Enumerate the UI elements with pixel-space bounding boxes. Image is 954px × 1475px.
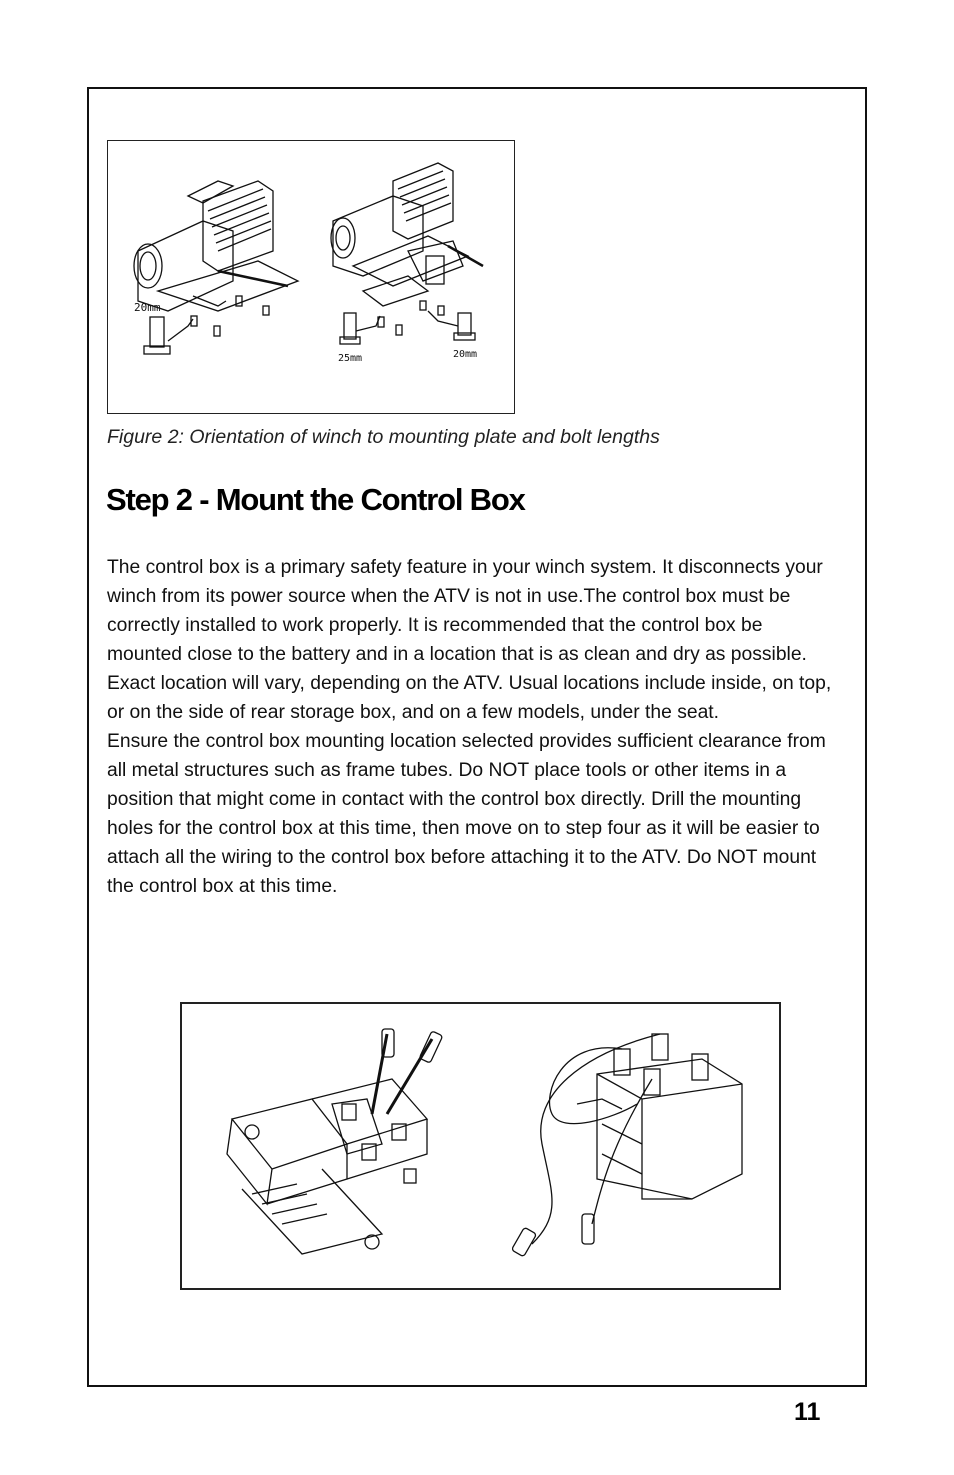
paragraph: Ensure the control box mounting location selected provides sufficient clearance from all metal structures such as frame tubes. Do NOT place tools or other items in a position that might come in contact with the control box directly. Drill the mounting holes for the control box at this time, then move on to step four as it will be easier to attach all the wiring to the control box before attaching it to the ATV. Do NOT mount the control box at this time. (107, 731, 826, 897)
control-box-illustration (182, 1004, 779, 1288)
winch-mounting-illustration (108, 141, 514, 413)
bolt-label-20mm-right: 20mm (453, 349, 478, 360)
section-heading: Step 2 - Mount the Control Box (106, 482, 525, 517)
control-box-bracket-drawing (227, 1029, 443, 1254)
winch-left-drawing (134, 181, 298, 315)
control-box-figure (180, 1002, 781, 1290)
bolt-25mm (344, 313, 356, 339)
winch-mounting-figure (107, 140, 515, 414)
paragraph: The control box is a primary safety feature in your winch system. It disconnects your winch from its power source when the ATV is not in use.The control box must be correctly installed to work properly. It is recommended that the control box be mounted close to the battery and in a location that is as clean and dry as possible. Exact location will vary, depending on the ATV. Usual locations include inside, on top, or on the side of rear storage box, and on a few models, under the seat. (107, 557, 832, 723)
bolt-20mm-right (458, 313, 471, 335)
bolt-label-20mm-left: 20mm (134, 301, 161, 314)
page-number: 11 (794, 1398, 821, 1426)
solenoid-box-drawing (511, 1034, 742, 1257)
bolt-label-25mm: 25mm (338, 353, 363, 364)
body-text (107, 553, 842, 901)
winch-right-drawing (331, 163, 483, 315)
figure-caption: Figure 2: Orientation of winch to mounting plate and bolt lengths (107, 426, 660, 448)
bolt-20mm-left (150, 317, 164, 347)
